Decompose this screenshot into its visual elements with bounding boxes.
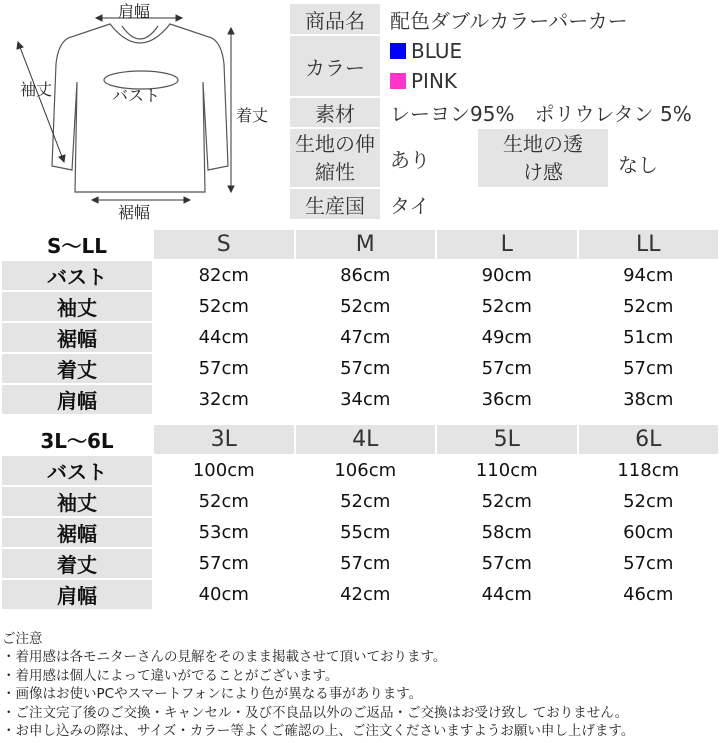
row-header: 着丈 (1, 353, 153, 384)
size-value: 58cm (436, 517, 578, 548)
size-value: 52cm (153, 291, 295, 322)
stretch-header-text: 生地の伸縮性 (295, 132, 375, 184)
size-value: 42cm (295, 579, 437, 610)
size-range-label: 3L～6L (1, 424, 153, 455)
size-value: 40cm (153, 579, 295, 610)
bust-label: バスト (112, 86, 161, 105)
note-item: ・画像はお使いPCやスマートフォンにより色が異なる事があります。 (2, 686, 423, 703)
size-value: 57cm (436, 548, 578, 579)
size-value: 38cm (578, 384, 720, 415)
material-value: レーヨン95% ポリウレタン 5% (381, 97, 715, 128)
sheer-header-text: 生地の透け感 (503, 132, 583, 184)
stretch-header (289, 128, 381, 188)
pink-swatch (390, 73, 406, 89)
size-col-header: 5L (436, 424, 578, 455)
color-list (381, 35, 715, 97)
size-value: 47cm (295, 322, 437, 353)
stretch-value: あり (381, 128, 477, 188)
size-range-label: S～LL (1, 229, 153, 260)
size-value: 53cm (153, 517, 295, 548)
size-value: 106cm (295, 455, 437, 486)
size-col-header: 4L (295, 424, 437, 455)
size-col-header: LL (578, 229, 720, 260)
size-value: 52cm (578, 291, 720, 322)
size-header-row (1, 229, 719, 260)
table-row (1, 322, 719, 353)
size-value: 34cm (295, 384, 437, 415)
notes-section (2, 630, 634, 740)
row-header: 裾幅 (1, 322, 153, 353)
row-header: 着丈 (1, 548, 153, 579)
shoulder-width-label: 肩幅 (118, 2, 151, 21)
row-header: 裾幅 (1, 517, 153, 548)
size-value: 52cm (436, 291, 578, 322)
note-item: ・お申し込みの際は、サイズ・カラー等よくご確認の上、ご注文くださいますようお願い申し上げます。 (2, 723, 635, 740)
hem-width-label: 裾幅 (118, 203, 151, 222)
origin-value: タイ (381, 188, 715, 220)
table-row (1, 548, 719, 579)
size-col-header: L (436, 229, 578, 260)
size-col-header: M (295, 229, 437, 260)
table-row (1, 260, 719, 291)
size-value: 46cm (578, 579, 720, 610)
product-info-table (288, 2, 716, 221)
color-item-pink (390, 66, 714, 96)
size-value: 57cm (295, 548, 437, 579)
size-col-header: 6L (578, 424, 720, 455)
size-value: 100cm (153, 455, 295, 486)
size-value: 32cm (153, 384, 295, 415)
size-value: 82cm (153, 260, 295, 291)
size-value: 110cm (436, 455, 578, 486)
note-item: ・ご注文完了後のご交換・キャンセル・及び不良品以外のご返品・ご交換はお受け致し ておりません。 (2, 704, 629, 721)
sleeve-length-label: 袖丈 (20, 80, 53, 99)
notes-title: ご注意 (2, 631, 43, 647)
size-value: 51cm (578, 322, 720, 353)
blue-swatch (390, 43, 406, 59)
size-value: 52cm (295, 486, 437, 517)
size-value: 57cm (436, 353, 578, 384)
size-value: 57cm (153, 353, 295, 384)
color-name: PINK (411, 69, 458, 93)
table-row (1, 486, 719, 517)
size-value: 94cm (578, 260, 720, 291)
origin-header: 生産国 (289, 188, 381, 220)
size-value: 86cm (295, 260, 437, 291)
size-value: 57cm (578, 353, 720, 384)
sheer-header (477, 128, 609, 188)
size-value: 118cm (578, 455, 720, 486)
sheer-value: なし (609, 128, 715, 188)
table-row (1, 384, 719, 415)
size-value: 52cm (436, 486, 578, 517)
row-header: 袖丈 (1, 291, 153, 322)
garment-diagram (0, 0, 286, 225)
size-value: 57cm (153, 548, 295, 579)
table-row (1, 291, 719, 322)
size-col-header: S (153, 229, 295, 260)
note-item: ・着用感は各モニターさんの見解をそのまま掲載させて頂いております。 (2, 649, 447, 666)
row-header: 袖丈 (1, 486, 153, 517)
size-value: 90cm (436, 260, 578, 291)
product-name-header: 商品名 (289, 3, 381, 35)
size-value: 52cm (295, 291, 437, 322)
size-value: 55cm (295, 517, 437, 548)
row-header: バスト (1, 455, 153, 486)
size-table-3l-6l (0, 423, 720, 611)
material-header: 素材 (289, 97, 381, 128)
color-header: カラー (289, 35, 381, 97)
size-value: 49cm (436, 322, 578, 353)
table-row (1, 353, 719, 384)
note-item: ・着用感は個人によって違いがでることがございます。 (2, 667, 339, 684)
table-row (1, 517, 719, 548)
size-value: 52cm (578, 486, 720, 517)
row-header: バスト (1, 260, 153, 291)
body-length-label: 着丈 (236, 106, 269, 125)
product-name: 配色ダブルカラーパーカー (381, 3, 715, 35)
size-value: 44cm (436, 579, 578, 610)
size-value: 52cm (153, 486, 295, 517)
size-value: 44cm (153, 322, 295, 353)
size-value: 60cm (578, 517, 720, 548)
size-table-s-ll (0, 228, 720, 416)
row-header: 肩幅 (1, 579, 153, 610)
size-value: 36cm (436, 384, 578, 415)
size-value: 57cm (578, 548, 720, 579)
size-header-row (1, 424, 719, 455)
table-row (1, 455, 719, 486)
color-name: BLUE (411, 39, 463, 63)
color-item-blue (390, 36, 714, 66)
size-value: 57cm (295, 353, 437, 384)
table-row (1, 579, 719, 610)
size-col-header: 3L (153, 424, 295, 455)
row-header: 肩幅 (1, 384, 153, 415)
